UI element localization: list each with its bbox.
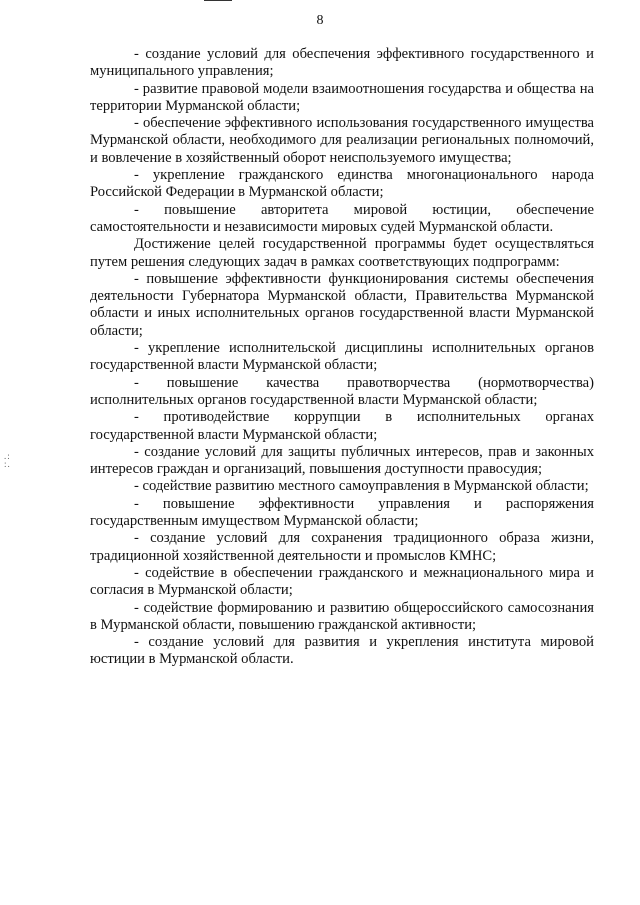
- paragraph: Достижение целей государственной программы будет осуществляться путем решения следующих задач в рамках соответствующих подпрограмм:: [90, 236, 594, 270]
- paragraph: - повышение авторитета мировой юстиции, обеспечение самостоятельности и независимости мировых судей Мурманской области.: [90, 201, 594, 235]
- margin-speck-mark: .: :.: [4, 451, 11, 469]
- paragraph: - содействие развитию местного самоуправления в Мурманской области;: [134, 478, 589, 495]
- document-body: [90, 46, 594, 669]
- paragraph: - развитие правовой модели взаимоотношения государства и общества на территории Мурманской области;: [90, 80, 594, 114]
- paragraph: - создание условий для сохранения традиционного образа жизни, традиционной хозяйственной деятельности и промыслов КМНС;: [90, 530, 594, 564]
- paragraph: - повышение эффективности управления и распоряжения государственным имуществом Мурманской области;: [90, 495, 594, 530]
- paragraph: - создание условий для развития и укрепления института мировой юстиции в Мурманской области.: [90, 634, 594, 668]
- paragraph: - повышение эффективности функционирования системы обеспечения деятельности Губернатора Мурманской области, Правительства Мурманской области и иных исполнительных органов государственной власти Мурманской области;: [90, 270, 594, 339]
- paragraph: - содействие формированию и развитию общероссийского самосознания в Мурманской области, повышению гражданской активности;: [90, 599, 594, 633]
- paragraph: - содействие в обеспечении гражданского и межнационального мира и согласия в Мурманской области;: [90, 564, 594, 599]
- paragraph: - противодействие коррупции в исполнительных органах государственной власти Мурманской области;: [90, 409, 594, 443]
- top-edge-mark: [204, 0, 232, 1]
- paragraph: - повышение качества правотворчества (нормотворчества) исполнительных органов государственной власти Мурманской области;: [90, 374, 594, 408]
- paragraph: - обеспечение эффективного использования государственного имущества Мурманской области, необходимого для реализации региональных полномочий, и вовлечение в хозяйственный оборот неиспользуемого имущества;: [90, 115, 594, 166]
- paragraph: - создание условий для обеспечения эффективного государственного и муниципального управления;: [90, 46, 594, 80]
- page-number: 8: [316, 13, 324, 28]
- paragraph: - создание условий для защиты публичных интересов, прав и законных интересов граждан и организаций, повышения доступности правосудия;: [90, 443, 594, 478]
- paragraph: - укрепление исполнительской дисциплины исполнительных органов государственной власти Мурманской области;: [90, 340, 594, 374]
- paragraph: - укрепление гражданского единства многонационального народа Российской Федерации в Мурманской области;: [90, 167, 594, 201]
